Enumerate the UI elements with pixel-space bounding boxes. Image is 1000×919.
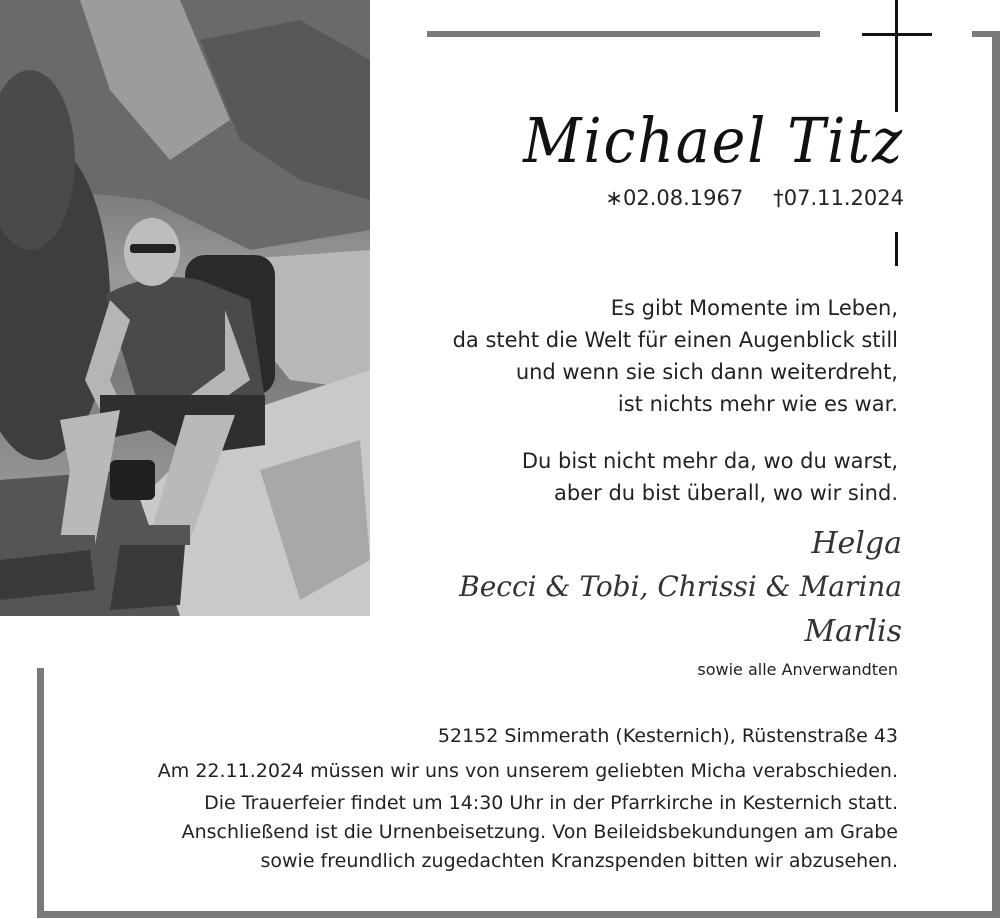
relatives-note: sowie alle Anverwandten	[697, 660, 898, 679]
info-line: Die Trauerfeier findet um 14:30 Uhr in der Pfarrkirche in Kesternich statt.	[204, 792, 898, 814]
info-line: Anschließend ist die Urnenbeisetzung. Von Beileidsbekundungen am Grabe	[181, 821, 898, 843]
poem-line: Du bist nicht mehr da, wo du warst,	[521, 449, 898, 473]
cross-icon-vertical	[895, 0, 898, 112]
frame-top-line	[427, 31, 820, 37]
cross-icon-horizontal	[862, 33, 932, 36]
mourner-marlis: Marlis	[804, 614, 902, 649]
portrait-illustration	[0, 0, 370, 616]
poem-line: und wenn sie sich dann weiterdreht,	[515, 360, 898, 384]
frame-bottom-line	[37, 911, 1000, 918]
poem-line: da steht die Welt für einen Augenblick still	[452, 328, 898, 352]
frame-left-line	[37, 668, 44, 918]
address-line: 52152 Simmerath (Kesternich), Rüstenstraße 43	[437, 725, 898, 747]
divider-tick	[895, 232, 898, 266]
life-dates	[605, 186, 904, 210]
portrait-photo	[0, 0, 370, 616]
death-date: †07.11.2024	[773, 186, 904, 210]
poem-line: ist nichts mehr wie es war.	[617, 392, 898, 416]
info-line: Am 22.11.2024 müssen wir uns von unserem geliebten Micha verabschieden.	[157, 760, 898, 782]
info-line: sowie freundlich zugedachten Kranzspenden bitten wir abzusehen.	[260, 850, 898, 872]
poem-stanza-2	[338, 445, 898, 509]
mourner-helga: Helga	[811, 526, 902, 561]
poem-line: aber du bist überall, wo wir sind.	[554, 481, 898, 505]
birth-date: ∗02.08.1967	[605, 186, 744, 210]
service-info	[98, 757, 898, 876]
deceased-name: Michael Titz	[523, 104, 904, 177]
mourner-family: Becci & Tobi, Chrissi & Marina	[459, 570, 902, 603]
poem-stanza-1	[338, 292, 898, 420]
frame-right-line	[992, 31, 1000, 918]
poem-line: Es gibt Momente im Leben,	[610, 296, 898, 320]
